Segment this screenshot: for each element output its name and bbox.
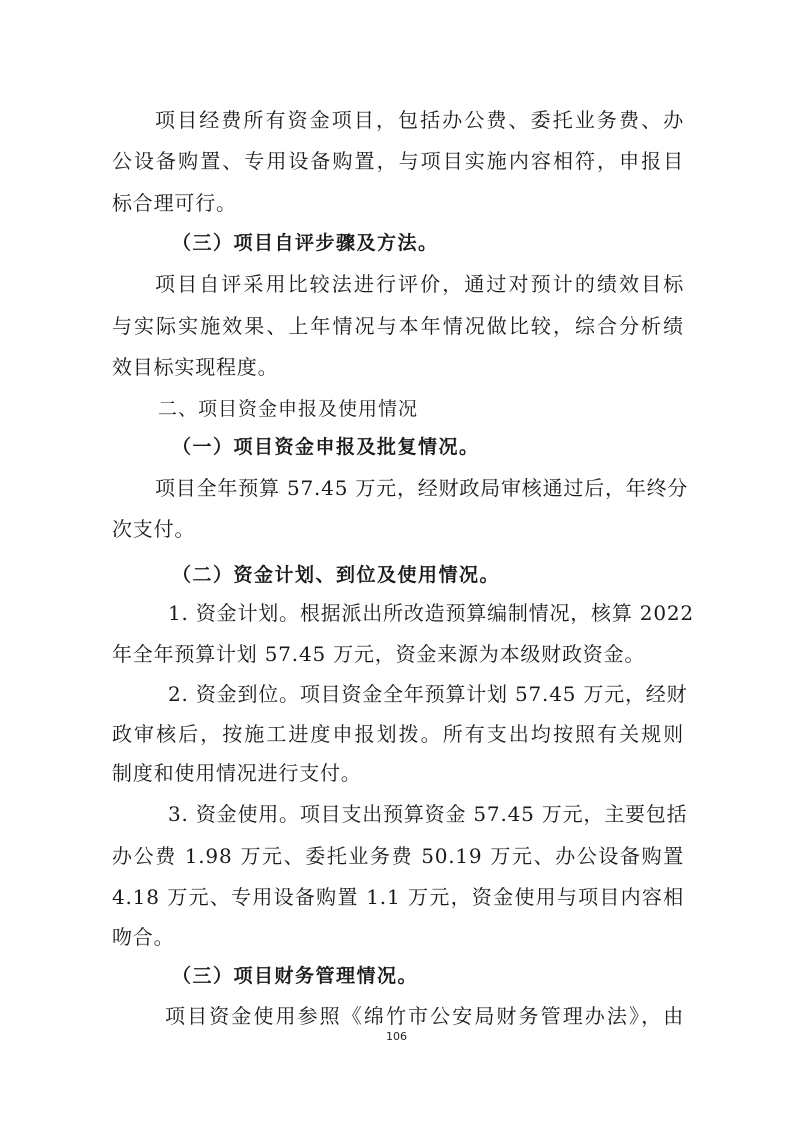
paragraph-line: 项目经费所有资金项目，包括办公费、委托业务费、办 [155, 108, 684, 132]
paragraph-line: 2. 资金到位。项目资金全年预算计划 57.45 万元，经财 [168, 682, 688, 706]
page-number: 106 [386, 1030, 407, 1043]
paragraph-line: 政审核后，按施工进度申报划拨。所有支出均按照有关规则 [112, 722, 684, 746]
paragraph-line: 年全年预算计划 57.45 万元，资金来源为本级财政资金。 [112, 642, 646, 666]
paragraph-line: 1. 资金计划。根据派出所改造预算编制情况，核算 2022 [168, 601, 694, 625]
paragraph-line: 4.18 万元、专用设备购置 1.1 万元，资金使用与项目内容相 [112, 885, 684, 909]
paragraph-line: 公设备购置、专用设备购置，与项目实施内容相符，申报目 [112, 149, 684, 173]
paragraph-line: 与实际实施效果、上年情况与本年情况做比较，综合分析绩 [112, 314, 684, 338]
paragraph-line: 项目自评采用比较法进行评价，通过对预计的绩效目标 [155, 272, 684, 296]
section-heading: 二、项目资金申报及使用情况 [158, 398, 419, 420]
paragraph-line: 办公费 1.98 万元、委托业务费 50.19 万元、办公设备购置 [112, 844, 684, 868]
subheading: （三）项目财务管理情况。 [172, 965, 419, 987]
subheading: （三）项目自评步骤及方法。 [172, 232, 439, 254]
paragraph-line: 次支付。 [112, 517, 196, 541]
paragraph-line: 效目标实现程度。 [112, 355, 279, 379]
paragraph-line: 标合理可行。 [112, 191, 237, 215]
paragraph-line: 吻合。 [112, 925, 175, 949]
paragraph-line: 项目全年预算 57.45 万元，经财政局审核通过后，年终分 [155, 476, 689, 500]
subheading: （二）资金计划、到位及使用情况。 [172, 564, 501, 586]
paragraph-line: 项目资金使用参照《绵竹市公安局财务管理办法》，由 [165, 1004, 684, 1028]
paragraph-line: 制度和使用情况进行支付。 [112, 761, 362, 785]
paragraph-line: 3. 资金使用。项目支出预算资金 57.45 万元，主要包括 [168, 802, 688, 826]
subheading: （一）项目资金申报及批复情况。 [172, 436, 480, 458]
